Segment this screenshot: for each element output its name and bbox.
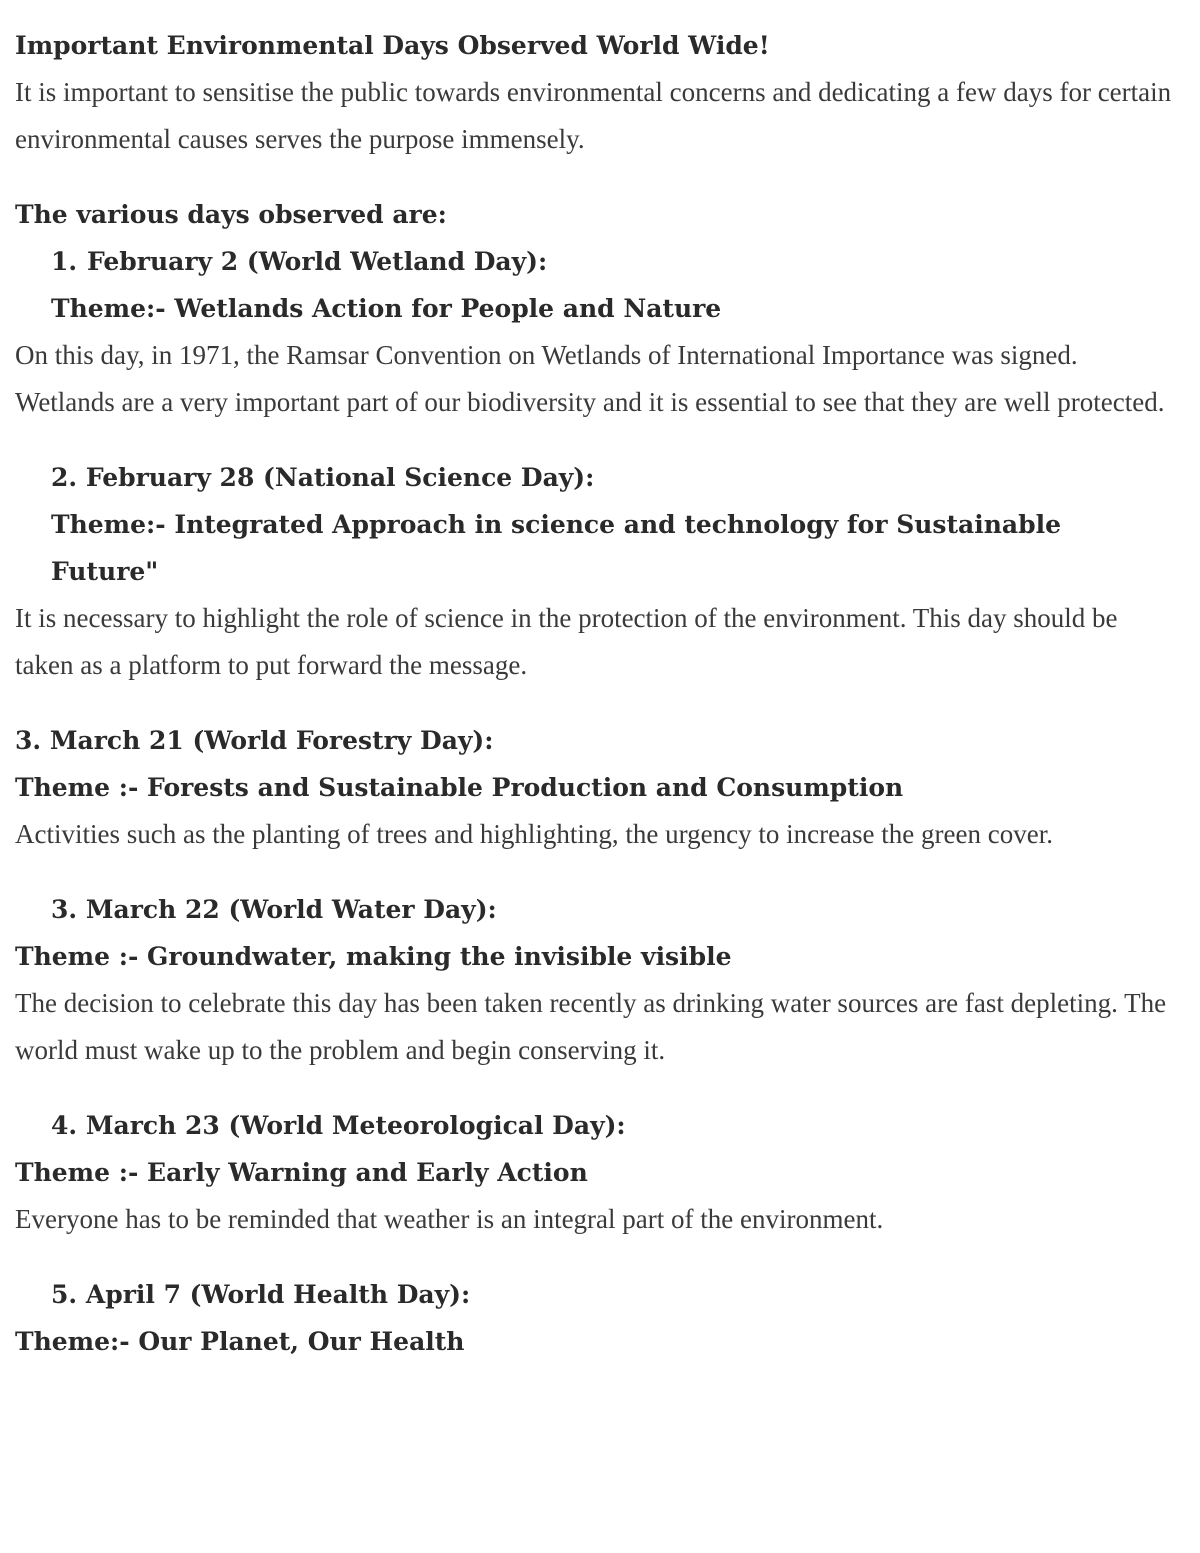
- entry-3-heading: [15, 717, 1175, 764]
- entry-5-number: 4.: [51, 1111, 78, 1140]
- entry-5-title: March 23 (World Meteorological Day):: [85, 1111, 626, 1140]
- entry-6-title: April 7 (World Health Day):: [85, 1280, 471, 1309]
- spacer: [15, 163, 1175, 191]
- entry-5-description: Everyone has to be reminded that weather is an integral part of the environment.: [15, 1204, 884, 1234]
- entry-6-heading: [15, 1271, 1175, 1318]
- spacer: [15, 426, 1175, 454]
- entry-1-title: February 2 (World Wetland Day):: [87, 247, 548, 276]
- entry-3-number: 3.: [15, 726, 42, 755]
- document-page: [15, 22, 1175, 1365]
- entry-2-theme: Theme:- Integrated Approach in science and technology for Sustainable Future": [51, 510, 1062, 586]
- entry-2-heading: [15, 454, 1175, 501]
- spacer: [15, 1243, 1175, 1271]
- spacer: [15, 1074, 1175, 1102]
- entry-2-title: February 28 (National Science Day):: [85, 463, 595, 492]
- entry-3-title: March 21 (World Forestry Day):: [49, 726, 494, 755]
- page-title: Important Environmental Days Observed World Wide!: [15, 31, 770, 60]
- entry-2-description: It is necessary to highlight the role of science in the protection of the environment. This day should be taken as a platform to put forward the message.: [15, 603, 1118, 680]
- entry-2-number: 2.: [51, 463, 78, 492]
- entry-4-theme: Theme :- Groundwater, making the invisible visible: [15, 942, 732, 971]
- entry-4-heading: [15, 886, 1175, 933]
- spacer: [15, 689, 1175, 717]
- entry-1-heading: [15, 238, 1175, 285]
- entry-6-theme: Theme:- Our Planet, Our Health: [15, 1327, 465, 1356]
- entry-4-number: 3.: [51, 895, 78, 924]
- list-heading: The various days observed are:: [15, 200, 447, 229]
- spacer: [15, 858, 1175, 886]
- entry-4-description: The decision to celebrate this day has been taken recently as drinking water sources are fast depleting. The world must wake up to the problem and begin conserving it.: [15, 988, 1167, 1065]
- intro-paragraph: It is important to sensitise the public towards environmental concerns and dedicating a few days for certain environmental causes serves the purpose immensely.: [15, 77, 1172, 154]
- entry-3-description: Activities such as the planting of trees and highlighting, the urgency to increase the green cover.: [15, 819, 1053, 849]
- entry-1-theme: Theme:- Wetlands Action for People and Nature: [51, 294, 722, 323]
- entry-6-number: 5.: [51, 1280, 78, 1309]
- entry-3-theme: Theme :- Forests and Sustainable Production and Consumption: [15, 773, 904, 802]
- entry-5-theme: Theme :- Early Warning and Early Action: [15, 1158, 588, 1187]
- entry-1-description: On this day, in 1971, the Ramsar Convention on Wetlands of International Importance was signed. Wetlands are a very important part of our biodiversity and it is essential to see that they are well protected.: [15, 340, 1165, 417]
- entry-1-number: 1.: [51, 247, 78, 276]
- entry-4-title: March 22 (World Water Day):: [85, 895, 497, 924]
- entry-5-heading: [15, 1102, 1175, 1149]
